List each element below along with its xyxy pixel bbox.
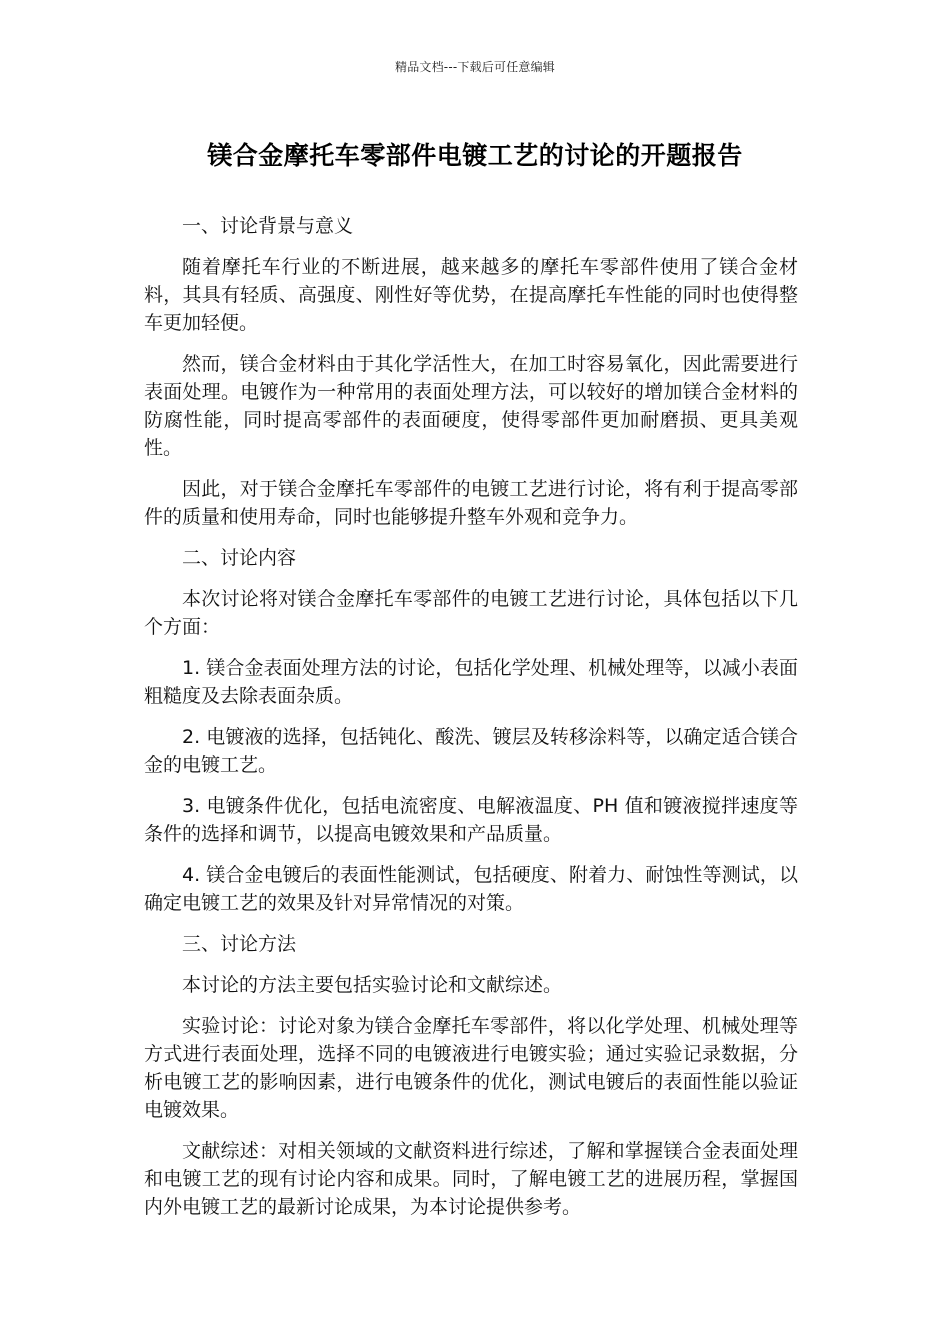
- paragraph: 实验讨论：讨论对象为镁合金摩托车零部件，将以化学处理、机械处理等方式进行表面处理，选择不同的电镀液进行电镀实验；通过实验记录数据，分析电镀工艺的影响因素，进行电镀条件的优化，测试电镀后的表面性能以验证电镀效果。: [144, 1015, 798, 1121]
- section-heading-method: 三、讨论方法: [182, 933, 297, 955]
- list-item: 1. 镁合金表面处理方法的讨论，包括化学处理、机械处理等，以减小表面粗糙度及去除表面杂质。: [144, 657, 798, 707]
- document-body: [144, 212, 798, 1234]
- list-item: 3. 电镀条件优化，包括电流密度、电解液温度、PH 值和镀液搅拌速度等条件的选择和调节，以提高电镀效果和产品质量。: [144, 795, 798, 845]
- list-item: 4. 镁合金电镀后的表面性能测试，包括硬度、附着力、耐蚀性等测试，以确定电镀工艺的效果及针对异常情况的对策。: [144, 864, 798, 914]
- paragraph: 文献综述：对相关领域的文献资料进行综述，了解和掌握镁合金表面处理和电镀工艺的现有讨论内容和成果。同时，了解电镀工艺的进展历程，掌握国内外电镀工艺的最新讨论成果，为本讨论提供参考。: [144, 1140, 798, 1218]
- paragraph: 随着摩托车行业的不断进展，越来越多的摩托车零部件使用了镁合金材料，其具有轻质、高强度、刚性好等优势，在提高摩托车性能的同时也使得整车更加轻便。: [144, 256, 798, 334]
- section-heading-background: 一、讨论背景与意义: [182, 215, 354, 237]
- section-heading-content: 二、讨论内容: [182, 547, 297, 569]
- paragraph: 本次讨论将对镁合金摩托车零部件的电镀工艺进行讨论，具体包括以下几个方面：: [144, 588, 798, 638]
- paragraph: 因此，对于镁合金摩托车零部件的电镀工艺进行讨论，将有利于提高零部件的质量和使用寿命，同时也能够提升整车外观和竞争力。: [144, 478, 798, 528]
- document-title: 镁合金摩托车零部件电镀工艺的讨论的开题报告: [207, 141, 743, 170]
- paragraph: 本讨论的方法主要包括实验讨论和文献综述。: [182, 974, 563, 996]
- header-note: 精品文档---下载后可任意编辑: [395, 60, 555, 74]
- paragraph: 然而，镁合金材料由于其化学活性大，在加工时容易氧化，因此需要进行表面处理。电镀作为一种常用的表面处理方法，可以较好的增加镁合金材料的防腐性能，同时提高零部件的表面硬度，使得零部件更加耐磨损、更具美观性。: [144, 353, 798, 459]
- list-item: 2. 电镀液的选择，包括钝化、酸洗、镀层及转移涂料等，以确定适合镁合金的电镀工艺。: [144, 726, 798, 776]
